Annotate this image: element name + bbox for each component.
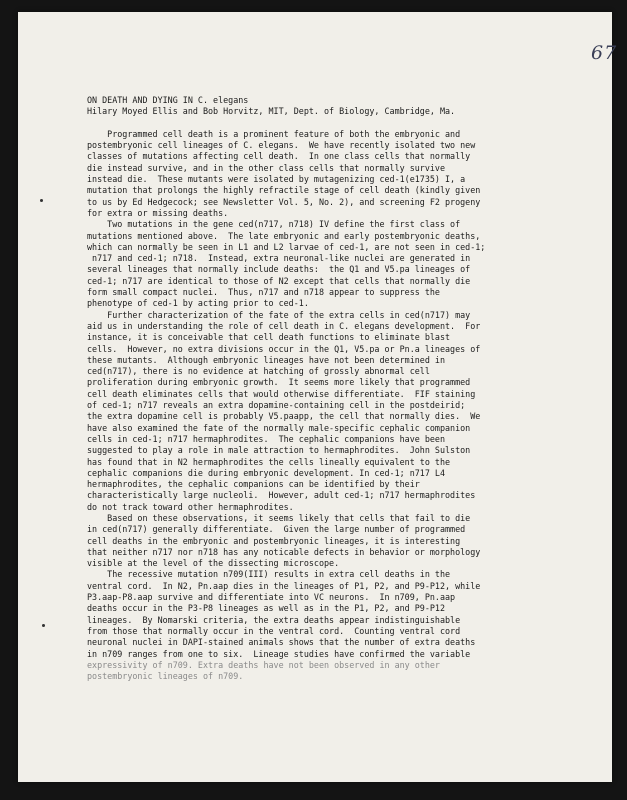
body-line: have also examined the fate of the normally male-specific cephalic companion [87, 422, 471, 433]
body-line: for extra or missing deaths. [87, 207, 229, 218]
body-line: cells in ced-1; n717 hermaphrodites. The cephalic companions have been [87, 433, 445, 444]
body-line: mutations mentioned above. The late embryonic and early postembryonic deaths, [87, 230, 481, 241]
body-line: proliferation during embryonic growth. It seems more likely that programmed [87, 377, 471, 388]
body-line: postembryonic lineages of n709. [87, 671, 244, 682]
body-line: die instead survive, and in the other class cells that normally survive [87, 162, 445, 173]
document-body [87, 118, 557, 683]
body-line: Further characterization of the fate of the extra cells in ced(n717) may [87, 309, 471, 320]
body-line: visible at the level of the dissecting microscope. [87, 558, 340, 569]
body-line: lineages. By Nomarski criteria, the extra deaths appear indistinguishable [87, 614, 461, 625]
margin-mark [42, 624, 45, 627]
body-line: The recessive mutation n709(III) results in extra cell deaths in the [87, 569, 451, 580]
body-line: suggested to play a role in male attraction to hermaphrodites. John Sulston [87, 445, 471, 456]
body-line: phenotype of ced-1 by acting prior to ced-1. [87, 298, 309, 309]
body-line: ventral cord. In N2, Pn.aap dies in the lineages of P1, P2, and P9-P12, while [87, 580, 481, 591]
body-line: form small compact nuclei. Thus, n717 and n718 appear to suppress the [87, 287, 440, 298]
body-line: cells. However, no extra divisions occur in the Q1, V5.pa or Pn.a lineages of [87, 343, 481, 354]
document-content [87, 95, 557, 682]
body-line: cell death eliminates cells that would otherwise differentiate. FIF staining [87, 388, 476, 399]
body-line: deaths occur in the P3-P8 lineages as well as in the P1, P2, and P9-P12 [87, 603, 445, 614]
body-line: Programmed cell death is a prominent feature of both the embryonic and [87, 128, 461, 139]
body-line: hermaphrodites, the cephalic companions can be identified by their [87, 479, 420, 490]
body-line: classes of mutations affecting cell death. In one class cells that normally [87, 151, 471, 162]
body-line: from those that normally occur in the ventral cord. Counting ventral cord [87, 625, 461, 636]
body-line: ced(n717), there is no evidence at hatching of grossly abnormal cell [87, 366, 430, 377]
body-line: Two mutations in the gene ced(n717, n718) IV define the first class of [87, 219, 461, 230]
body-line: P3.aap-P8.aap survive and differentiate into VC neurons. In n709, Pn.aap [87, 592, 456, 603]
body-line: mutation that prolongs the highly refractile stage of cell death (kindly given [87, 185, 481, 196]
body-line: that neither n717 nor n718 has any noticable defects in behavior or morphology [87, 546, 481, 557]
body-line: cephalic companions die during embryonic development. In ced-1; n717 L4 [87, 467, 445, 478]
body-line: the extra dopamine cell is probably V5.paapp, the cell that normally dies. We [87, 411, 481, 422]
body-line: do not track toward other hermaphrodites. [87, 501, 294, 512]
body-line: to us by Ed Hedgecock; see Newsletter Vol. 5, No. 2), and screening F2 progeny [87, 196, 481, 207]
body-line: neuronal nuclei in DAPI-stained animals shows that the number of extra deaths [87, 637, 476, 648]
page-number: 67 [591, 42, 618, 64]
body-line: in n709 ranges from one to six. Lineage studies have confirmed the variable [87, 648, 471, 659]
body-line: these mutants. Although embryonic lineages have not been determined in [87, 354, 445, 365]
body-line: has found that in N2 hermaphrodites the cells lineally equivalent to the [87, 456, 451, 467]
body-line: characteristically large nucleoli. However, adult ced-1; n717 hermaphrodites [87, 490, 476, 501]
body-line: Based on these observations, it seems likely that cells that fail to die [87, 512, 471, 523]
document-authors: Hilary Moyed Ellis and Bob Horvitz, MIT, Dept. of Biology, Cambridge, Ma. [87, 106, 456, 117]
body-line: cell deaths in the embryonic and postembryonic lineages, it is interesting [87, 535, 461, 546]
body-line: instead die. These mutants were isolated by mutagenizing ced-1(e1735) I, a [87, 174, 466, 185]
margin-mark [40, 199, 43, 202]
body-line: expressivity of n709. Extra deaths have not been observed in any other [87, 659, 440, 670]
document-title: ON DEATH AND DYING IN C. elegans [87, 95, 249, 105]
body-line: n717 and ced-1; n718. Instead, extra neuronal-like nuclei are generated in [87, 253, 471, 264]
body-line [87, 118, 557, 129]
body-line: in ced(n717) generally differentiate. Given the large number of programmed [87, 524, 466, 535]
body-line: several lineages that normally include deaths: the Q1 and V5.pa lineages of [87, 264, 471, 275]
body-line: instance, it is conceivable that cell death functions to eliminate blast [87, 332, 451, 343]
body-line: of ced-1; n717 reveals an extra dopamine-containing cell in the postdeirid; [87, 400, 466, 411]
body-line: aid us in understanding the role of cell death in C. elegans development. For [87, 320, 481, 331]
body-line: ced-1; n717 are identical to those of N2 except that cells that normally die [87, 275, 471, 286]
body-line: postembryonic cell lineages of C. elegans. We have recently isolated two new [87, 140, 476, 151]
body-line: which can normally be seen in L1 and L2 larvae of ced-1, are not seen in ced-1; [87, 241, 486, 252]
